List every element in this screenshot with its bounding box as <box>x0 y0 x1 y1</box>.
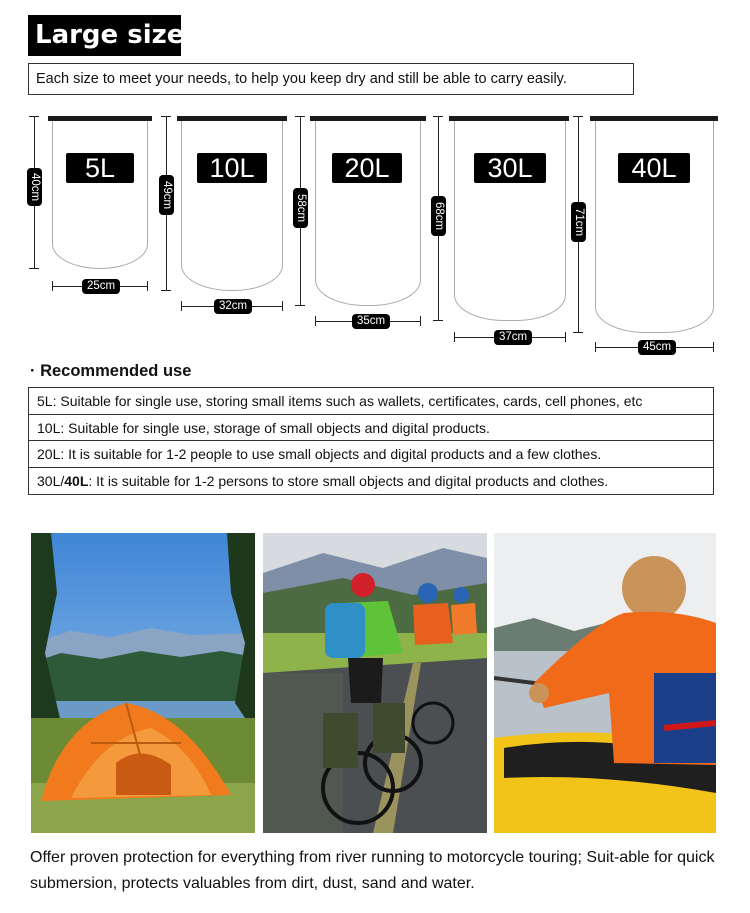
intro-text: Each size to meet your needs, to help you keep dry and still be able to carry easily. <box>28 63 634 95</box>
recommended-table <box>28 387 714 495</box>
table-row: 5L: Suitable for single use, storing small items such as wallets, certificates, cards, cell phones, etc <box>29 388 713 415</box>
width-dimension: 37cm <box>494 330 532 345</box>
table-row: 30L/40L: It is suitable for 1-2 persons to store small objects and digital products and clothes. <box>37 472 609 489</box>
table-row: 10L: Suitable for single use, storage of small objects and digital products. <box>29 415 713 442</box>
recommended-heading: · Recommended use <box>30 362 192 380</box>
height-dimension: 58cm <box>293 188 308 228</box>
height-dimension: 40cm <box>27 168 42 206</box>
height-dimension: 49cm <box>159 175 174 215</box>
table-row: 20L: It is suitable for 1-2 people to use small objects and digital products and a few clothes. <box>29 441 713 468</box>
footer-text: Offer proven protection for everything from river running to motorcycle touring; Suit-able for quick submersion, protects valuables from dirt, dust, sand and water. <box>30 849 715 892</box>
volume-label: 5L <box>66 153 134 183</box>
size-chart <box>0 100 750 360</box>
cycling-photo <box>263 533 487 833</box>
camping-tent-photo <box>31 533 255 833</box>
volume-label: 20L <box>332 153 402 183</box>
width-dimension: 35cm <box>352 314 390 329</box>
width-dimension: 25cm <box>82 279 120 294</box>
width-dimension: 45cm <box>638 340 676 355</box>
kayak-photo <box>494 533 716 833</box>
width-dimension: 32cm <box>214 299 252 314</box>
volume-label: 10L <box>197 153 267 183</box>
volume-label: 30L <box>474 153 546 183</box>
page-title: Large size <box>28 15 181 56</box>
height-dimension: 68cm <box>431 196 446 236</box>
bag-outline <box>52 121 148 269</box>
volume-label: 40L <box>618 153 690 183</box>
height-dimension: 71cm <box>571 202 586 242</box>
